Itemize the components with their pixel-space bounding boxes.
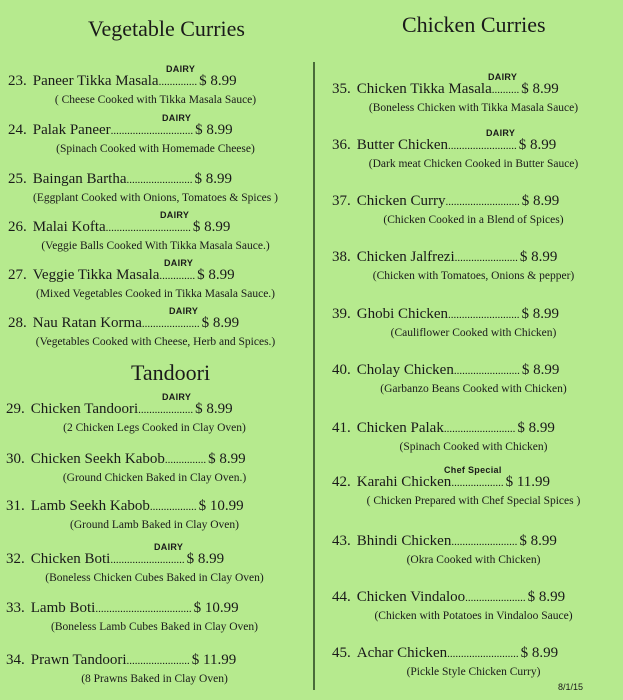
- menu-item: [8, 258, 303, 300]
- item-description: (Boneless Lamb Cubes Baked in Clay Oven): [51, 621, 258, 633]
- leader-dots: .................: [149, 501, 197, 513]
- menu-item-line: [332, 128, 615, 154]
- item-price: $ 8.99: [521, 81, 559, 97]
- menu-item: [332, 306, 615, 339]
- item-number: 29.: [6, 401, 25, 417]
- menu-item: [6, 498, 303, 531]
- leader-dots: ........................: [451, 536, 518, 548]
- item-number: 34.: [6, 652, 25, 668]
- item-price: $ 8.99: [517, 420, 555, 436]
- item-number: 45.: [332, 645, 351, 661]
- item-price: $ 8.99: [518, 137, 557, 153]
- item-price: $ 8.99: [519, 249, 558, 265]
- item-number: 31.: [6, 498, 25, 514]
- item-name: Chicken Palak: [356, 420, 444, 436]
- item-number: 23.: [8, 73, 27, 89]
- item-price: $ 8.99: [197, 267, 235, 283]
- chef-special-tag: Chef Special: [444, 465, 502, 475]
- item-name: Veggie Tikka Masala: [32, 267, 160, 283]
- leader-dots: ........................: [126, 174, 193, 186]
- item-number: 37.: [332, 193, 351, 209]
- item-description: (Spinach Cooked with Homemade Cheese): [56, 143, 255, 155]
- menu-item-line: [6, 392, 303, 418]
- item-name: Ghobi Chicken: [356, 306, 448, 322]
- item-description: (Spinach Cooked with Chicken): [399, 441, 548, 453]
- item-description: (Vegetables Cooked with Cheese, Herb and Spices.): [35, 336, 276, 348]
- leader-dots: .............: [159, 270, 196, 282]
- dairy-tag: DAIRY: [162, 113, 192, 123]
- dairy-tag: DAIRY: [164, 258, 194, 268]
- dairy-tag: DAIRY: [166, 64, 196, 74]
- dairy-tag: DAIRY: [162, 392, 192, 402]
- menu-item-line: [332, 533, 615, 550]
- item-name: Baingan Bartha: [32, 171, 127, 187]
- leader-dots: ...........................: [110, 554, 185, 566]
- item-number: 30.: [6, 451, 25, 467]
- item-description: (Eggplant Cooked with Onions, Tomatoes & Spices ): [33, 192, 278, 204]
- item-price: $ 8.99: [186, 551, 225, 567]
- item-name: Lamb Seekh Kabob: [30, 498, 150, 514]
- leader-dots: ..........................: [443, 423, 516, 435]
- item-description: (Chicken with Potatoes in Vindaloo Sauce): [374, 610, 573, 622]
- dairy-tag: DAIRY: [154, 542, 184, 552]
- leader-dots: ..........: [491, 84, 520, 96]
- leader-dots: ..............................: [110, 125, 194, 137]
- item-number: 39.: [332, 306, 351, 322]
- item-number: 44.: [332, 589, 351, 605]
- menu-item-line: [6, 600, 303, 617]
- menu-item-line: [8, 210, 303, 236]
- item-description: (Cauliflower Cooked with Chicken): [390, 327, 557, 339]
- item-name: Karahi Chicken: [356, 474, 452, 490]
- menu-item: [8, 113, 303, 155]
- item-description: (2 Chicken Legs Cooked in Clay Oven): [63, 422, 246, 434]
- menu-item-line: [6, 451, 303, 468]
- item-number: 27.: [8, 267, 27, 283]
- leader-dots: ...................................: [95, 603, 192, 615]
- leader-dots: ......................: [465, 592, 526, 604]
- item-price: $ 8.99: [521, 362, 560, 378]
- item-price: $ 8.99: [195, 401, 233, 417]
- leader-dots: ...............: [164, 454, 207, 466]
- item-price: $ 8.99: [195, 122, 233, 138]
- item-number: 26.: [8, 219, 27, 235]
- menu-item-line: [8, 171, 303, 188]
- item-number: 35.: [332, 81, 351, 97]
- item-description: (Pickle Style Chicken Curry): [406, 666, 541, 678]
- leader-dots: ...............................: [105, 222, 191, 234]
- item-price: $ 8.99: [521, 193, 560, 209]
- section-heading-tandoori: Tandoori: [131, 360, 211, 385]
- item-description: (Dark meat Chicken Cooked in Butter Sauce): [368, 158, 579, 170]
- item-number: 43.: [332, 533, 351, 549]
- print-date: 8/1/15: [557, 682, 583, 692]
- item-number: 32.: [6, 551, 25, 567]
- menu-item-line: [332, 306, 615, 323]
- menu-item-line: [6, 498, 303, 515]
- leader-dots: ..........................: [448, 309, 520, 321]
- item-name: Cholay Chicken: [356, 362, 454, 378]
- item-name: Bhindi Chicken: [356, 533, 452, 549]
- item-price: $ 10.99: [198, 498, 244, 514]
- item-description: (Boneless Chicken Cubes Baked in Clay Oven): [45, 572, 264, 584]
- section-heading-vegetable-curries: Vegetable Curries: [88, 16, 245, 41]
- leader-dots: .......................: [126, 655, 190, 667]
- menu-item: [6, 451, 303, 484]
- menu-item-line: [332, 72, 615, 98]
- item-price: $ 8.99: [527, 589, 566, 605]
- item-price: $ 8.99: [519, 533, 557, 549]
- menu-item: [332, 249, 615, 282]
- menu-item-line: [6, 652, 303, 669]
- item-price: $ 8.99: [201, 315, 240, 331]
- item-description: (Okra Cooked with Chicken): [406, 554, 541, 566]
- menu-item-line: [332, 645, 615, 662]
- item-price: $ 10.99: [193, 600, 239, 616]
- leader-dots: ...................: [451, 477, 504, 489]
- menu-item: [8, 306, 303, 348]
- item-description: ( Cheese Cooked with Tikka Masala Sauce): [54, 94, 257, 106]
- item-name: Chicken Vindaloo: [356, 589, 466, 605]
- item-description: (Ground Lamb Baked in Clay Oven): [70, 519, 239, 531]
- item-name: Chicken Tandoori: [30, 401, 139, 417]
- menu-item-line: [332, 362, 615, 379]
- menu-item-line: [332, 589, 615, 606]
- menu-item-line: [332, 465, 615, 491]
- menu-item: [8, 171, 303, 204]
- item-name: Achar Chicken: [356, 645, 448, 661]
- item-number: 40.: [332, 362, 351, 378]
- item-name: Malai Kofta: [32, 219, 106, 235]
- item-name: Chicken Jalfrezi: [356, 249, 455, 265]
- item-name: Lamb Boti: [30, 600, 96, 616]
- item-price: $ 11.99: [191, 652, 237, 668]
- leader-dots: ....................: [138, 404, 194, 416]
- dairy-tag: DAIRY: [488, 72, 518, 82]
- item-number: 41.: [332, 420, 351, 436]
- item-description: (8 Prawns Baked in Clay Oven): [81, 673, 228, 685]
- item-price: $ 8.99: [199, 73, 237, 89]
- item-description: (Garbanzo Beans Cooked with Chicken): [380, 383, 567, 395]
- section-heading-chicken-curries: Chicken Curries: [402, 12, 546, 37]
- item-name: Chicken Curry: [356, 193, 446, 209]
- item-number: 36.: [332, 137, 351, 153]
- menu-item: [332, 465, 615, 507]
- item-description: (Chicken Cooked in a Blend of Spices): [383, 214, 564, 226]
- item-price: $ 8.99: [194, 171, 232, 187]
- menu-item: [6, 600, 303, 633]
- item-price: $ 8.99: [521, 306, 559, 322]
- menu-item: [332, 645, 615, 678]
- leader-dots: ...........................: [445, 196, 520, 208]
- item-number: 25.: [8, 171, 27, 187]
- leader-dots: .....................: [141, 318, 200, 330]
- item-name: Chicken Boti: [30, 551, 111, 567]
- item-number: 38.: [332, 249, 351, 265]
- menu-item-line: [332, 193, 615, 210]
- item-number: 42.: [332, 474, 351, 490]
- leader-dots: ..............: [158, 76, 198, 88]
- item-price: $ 8.99: [208, 451, 246, 467]
- menu-item: [6, 392, 303, 434]
- dairy-tag: DAIRY: [160, 210, 190, 220]
- item-name: Nau Ratan Korma: [32, 315, 142, 331]
- item-price: $ 11.99: [505, 474, 551, 490]
- menu-item-line: [8, 306, 303, 332]
- item-number: 28.: [8, 315, 27, 331]
- leader-dots: ........................: [453, 365, 520, 377]
- item-description: ( Chicken Prepared with Chef Special Spices ): [366, 495, 581, 507]
- leader-dots: .......................: [454, 252, 518, 264]
- item-name: Prawn Tandoori: [30, 652, 127, 668]
- menu-item: [332, 589, 615, 622]
- item-name: Palak Paneer: [32, 122, 111, 138]
- menu-item: [8, 64, 303, 106]
- item-name: Paneer Tikka Masala: [32, 73, 159, 89]
- column-divider: [313, 62, 315, 690]
- item-description: (Boneless Chicken with Tikka Masala Sauce): [368, 102, 579, 114]
- item-description: (Mixed Vegetables Cooked in Tikka Masala Sauce.): [35, 288, 275, 300]
- menu-item: [332, 533, 615, 566]
- menu-item: [332, 420, 615, 453]
- item-number: 24.: [8, 122, 27, 138]
- menu-item-line: [8, 258, 303, 284]
- menu-item: [332, 128, 615, 170]
- item-description: (Chicken with Tomatoes, Onions & pepper): [372, 270, 575, 282]
- menu-item-line: [8, 64, 303, 90]
- menu-item: [6, 652, 303, 685]
- leader-dots: .........................: [447, 140, 517, 152]
- item-name: Butter Chicken: [356, 137, 448, 153]
- menu-item: [8, 210, 303, 252]
- item-number: 33.: [6, 600, 25, 616]
- menu-item: [6, 542, 303, 584]
- item-description: (Veggie Balls Cooked With Tikka Masala Sauce.): [41, 240, 270, 252]
- menu-item-line: [332, 420, 615, 437]
- menu-item-line: [332, 249, 615, 266]
- item-name: Chicken Seekh Kabob: [30, 451, 165, 467]
- menu-item: [332, 362, 615, 395]
- menu-item-line: [8, 113, 303, 139]
- menu-item: [332, 193, 615, 226]
- item-description: (Ground Chicken Baked in Clay Oven.): [62, 472, 247, 484]
- dairy-tag: DAIRY: [486, 128, 516, 138]
- item-price: $ 8.99: [192, 219, 231, 235]
- leader-dots: ..........................: [447, 648, 519, 660]
- menu-item: [332, 72, 615, 114]
- menu-item-line: [6, 542, 303, 568]
- item-price: $ 8.99: [520, 645, 559, 661]
- item-name: Chicken Tikka Masala: [356, 81, 492, 97]
- dairy-tag: DAIRY: [169, 306, 199, 316]
